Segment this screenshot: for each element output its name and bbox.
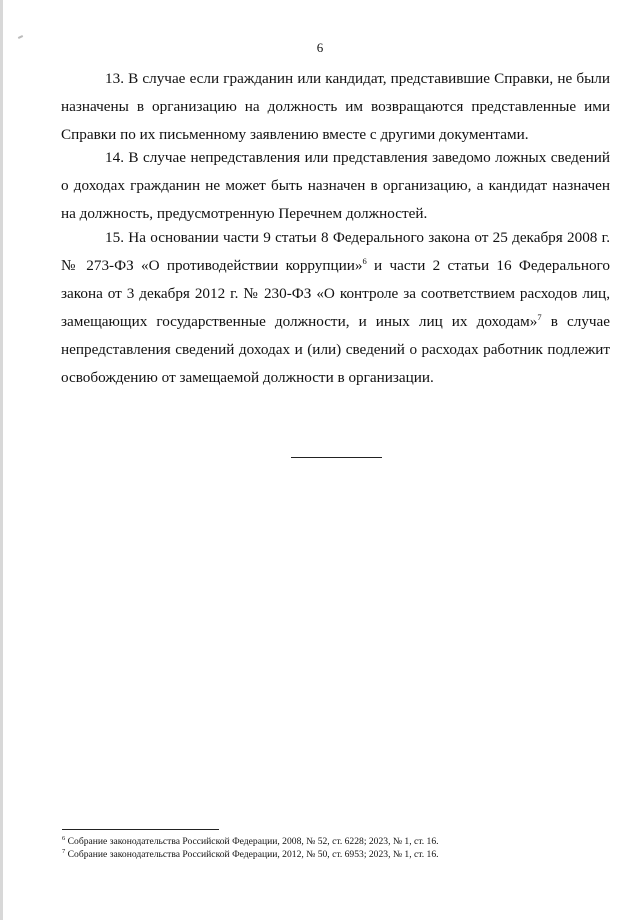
paragraph-14: 14. В случае непредставления или представления заведомо ложных сведений о доходах гражданин не может быть назначен в организацию, а кандидат назначен на должность, предусмотренную Перечнем должностей. [61,149,610,222]
paragraph-15-text-3: в случае непредставления сведений доходах и (или) сведений о расходах работник подлежит освобождению от замещаемой должности в организации. [61,313,610,386]
footnote-text: Собрание законодательства Российской Федерации, 2008, № 52, ст. 6228; 2023, № 1, ст. 16. [65,836,439,847]
end-of-text-separator [291,457,382,458]
footnote-6 [62,836,610,848]
paragraph-15 [61,224,610,392]
page-number: 6 [316,40,324,55]
paragraph-13: 13. В случае если гражданин или кандидат, представившие Справки, не были назначены в организацию на должность им возвращаются представленные ими Справки по их письменному заявлению вместе с другими документами. [61,70,610,143]
footnote-mark: 6 [62,834,66,842]
scan-speck [18,35,23,39]
paragraph-15-text-2: и части 2 статьи 16 Федерального закона от 3 декабря 2012 г. № 230-ФЗ «О контроле за соответствием расходов лиц, замещающих государственные должности, и иных лиц их доходам» [61,257,611,330]
footnote-text: Собрание законодательства Российской Федерации, 2012, № 50, ст. 6953; 2023, № 1, ст. 16. [65,849,439,860]
footnote-mark: 7 [62,847,66,855]
footnote-ref-7: 7 [537,311,542,322]
scan-edge-shadow [0,0,3,920]
footnote-7 [62,849,610,861]
footnote-ref-6: 6 [362,255,367,266]
footnote-rule [62,829,219,830]
paragraph-15-text-1: 15. На основании части 9 статьи 8 Федерального закона от 25 декабря 2008 г. № 273-ФЗ «О противодействии коррупции» [61,229,610,274]
